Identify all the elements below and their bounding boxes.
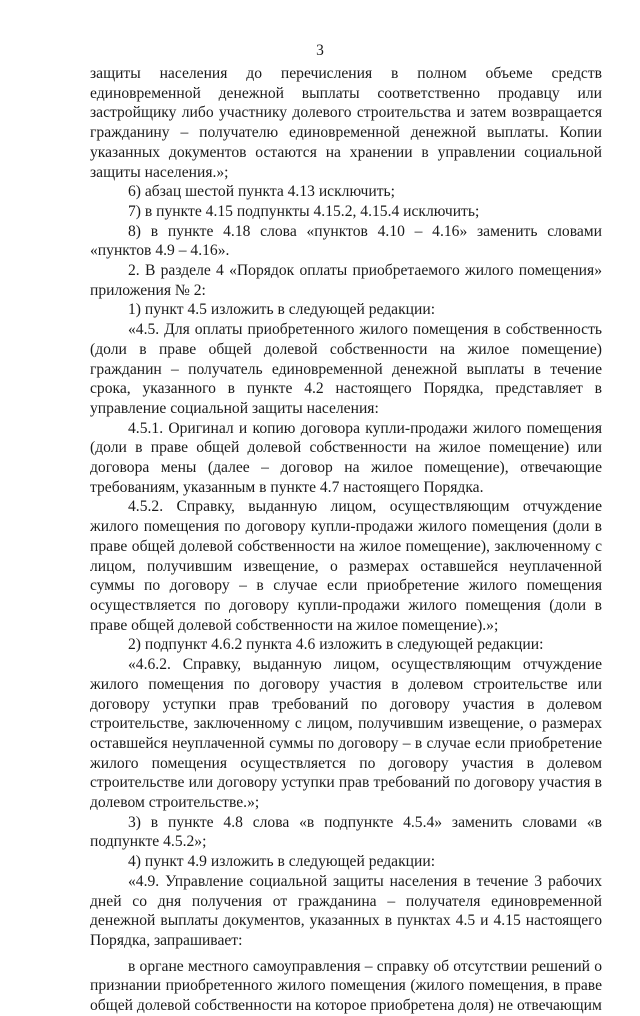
paragraph-section-2: 2. В разделе 4 «Порядок оплаты приобретаемого жилого помещения» приложения № 2:	[90, 262, 602, 299]
paragraph-subitem-1: 1) пункт 4.5 изложить в следующей редакции:	[128, 301, 436, 319]
paragraph-clause-4-5-1: 4.5.1. Оригинал и копию договора купли-продажи жилого помещения (доли в праве общей долевой собственности на жилое помещение) или договора мены (далее – договор на жилое помещение), отвечающие требованиям, указанным в пункте 4.7 настоящего Порядка.	[90, 419, 602, 496]
paragraph-clause-4-9: «4.9. Управление социальной защиты населения в течение 3 рабочих дней со дня получения от гражданина – получателя единовременной денежной выплаты документов, указанных в пунктах 4.5 и 4.15 настоящего Порядка, запрашивает:	[90, 872, 602, 949]
paragraph-subitem-2: 2) подпункт 4.6.2 пункта 4.6 изложить в следующей редакции:	[128, 636, 544, 654]
paragraph-local-government: в органе местного самоуправления – справку об отсутствии решений о признании приобретенного жилого помещения (жилого помещения, в праве общей долевой собственности на которое приобретена доля) не отвечающим	[90, 957, 602, 1015]
paragraph-subitem-3: 3) в пункте 4.8 слова «в подпункте 4.5.4» заменить словами «в подпункте 4.5.2»;	[90, 813, 602, 851]
page-number: 3	[316, 42, 324, 59]
paragraph-item-8: 8) в пункте 4.18 слова «пунктов 4.10 – 4.16» заменить словами «пунктов 4.9 – 4.16».	[90, 222, 602, 260]
paragraph-clause-4-5-2: 4.5.2. Справку, выданную лицом, осуществляющим отчуждение жилого помещения по договору купли-продажи жилого помещения (доли в праве общей долевой собственности на жилое помещение), заключенному с лицом, получившим извещение, о размерах оставшейся неуплаченной суммы по договору – в случае если приобретение жилого помещения осуществляется по договору купли-продажи жилого помещения (доли в праве общей долевой собственности на жилое помещение).»;	[90, 498, 602, 634]
paragraph-item-7: 7) в пункте 4.15 подпункты 4.15.2, 4.15.4 исключить;	[128, 202, 480, 220]
document-body	[90, 64, 602, 1016]
paragraph-continuation: защиты населения до перечисления в полном объеме средств единовременной денежной выплаты соответственно продавцу или застройщику либо участнику долевого строительства и затем возвращается гражданину – получателю единовременной денежной выплаты. Копии указанных документов остаются на хранении в управлении социальной защиты населения.»;	[90, 65, 602, 181]
paragraph-clause-4-6-2: «4.6.2. Справку, выданную лицом, осуществляющим отчуждение жилого помещения по договору участия в долевом строительстве или договору уступки прав требований по договору участия в долевом строительстве, заключенному с лицом, получившим извещение, о размерах оставшейся неуплаченной суммы по договору – в случае если приобретение жилого помещения осуществляется по договору участия в долевом строительстве или договору уступки прав требований по договору участия в долевом строительстве.»;	[90, 656, 602, 812]
paragraph-clause-4-5: «4.5. Для оплаты приобретенного жилого помещения в собственность (доли в праве общей долевой собственности на жилое помещение) гражданин – получатель единовременной денежной выплаты в течение срока, указанного в пункте 4.2 настоящего Порядка, представляет в управление социальной защиты населения:	[90, 321, 602, 417]
paragraph-subitem-4: 4) пункт 4.9 изложить в следующей редакции:	[128, 853, 436, 871]
paragraph-item-6: 6) абзац шестой пункта 4.13 исключить;	[128, 183, 395, 201]
